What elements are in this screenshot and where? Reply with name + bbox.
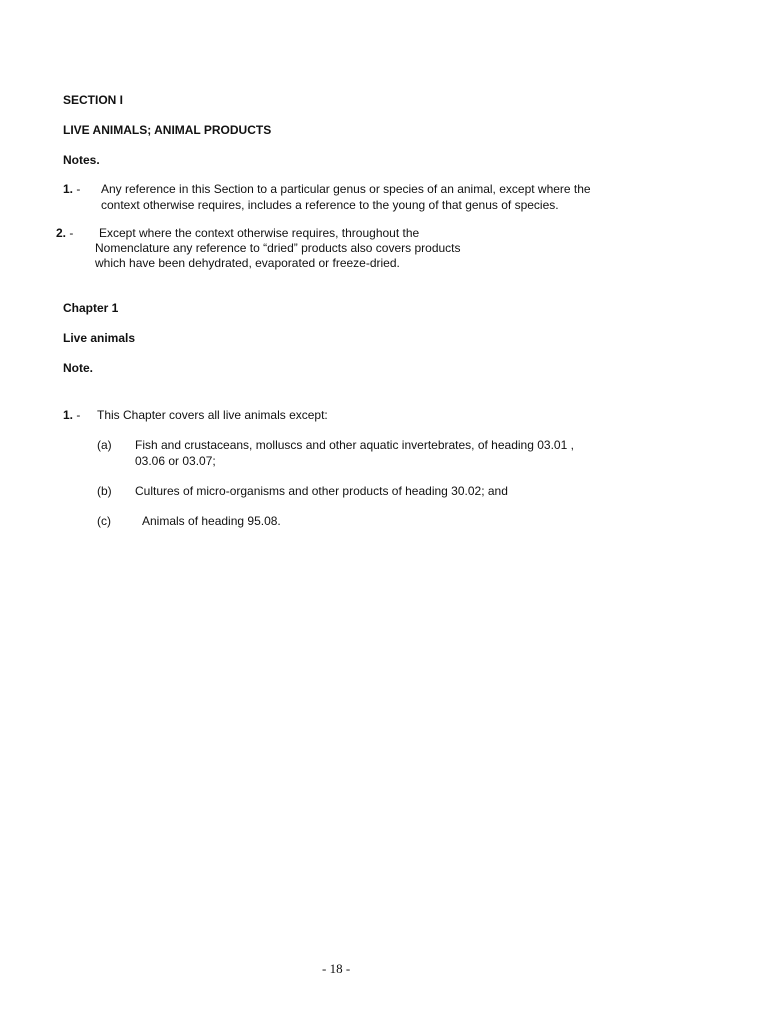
chapter-note-heading: Note. bbox=[63, 361, 93, 375]
section-title: LIVE ANIMALS; ANIMAL PRODUCTS bbox=[63, 123, 272, 137]
item-b-line-1: Cultures of micro-organisms and other products of heading 30.02; and bbox=[135, 484, 508, 498]
item-a-line-2: 03.06 or 03.07; bbox=[135, 454, 216, 468]
note-1-line-2: context otherwise requires, includes a reference to the young of that genus of species. bbox=[101, 198, 559, 212]
item-b-label: (b) bbox=[97, 484, 112, 498]
item-c-label: (c) bbox=[97, 514, 111, 528]
item-a-text bbox=[135, 437, 574, 469]
chapter-heading: Chapter 1 bbox=[63, 301, 119, 315]
note-2-number bbox=[56, 226, 73, 240]
note-dash: - bbox=[76, 408, 81, 422]
item-a-line-1: Fish and crustaceans, molluscs and other aquatic invertebrates, of heading 03.01 , bbox=[135, 438, 574, 452]
note-1-number bbox=[63, 182, 80, 196]
note-number: 1. bbox=[63, 408, 74, 422]
chapter-note-1-text: This Chapter covers all live animals except: bbox=[97, 408, 328, 422]
page-number: - 18 - bbox=[322, 961, 351, 976]
note-number: 1. bbox=[63, 182, 74, 196]
note-2-line-2: Nomenclature any reference to “dried” products also covers products bbox=[95, 241, 461, 255]
note-2-line-3: which have been dehydrated, evaporated or freeze-dried. bbox=[95, 256, 400, 270]
note-dash: - bbox=[76, 182, 81, 196]
note-2-line-1: Except where the context otherwise requires, throughout the bbox=[99, 226, 420, 240]
notes-heading: Notes. bbox=[63, 153, 100, 167]
chapter-title: Live animals bbox=[63, 331, 136, 345]
section-heading: SECTION I bbox=[63, 93, 124, 107]
chapter-note-1-number bbox=[63, 408, 80, 422]
note-dash: - bbox=[69, 226, 74, 240]
note-number: 2. bbox=[56, 226, 67, 240]
note-1-line-1: Any reference in this Section to a particular genus or species of an animal, except where the bbox=[101, 182, 591, 196]
item-a-label: (a) bbox=[97, 438, 112, 452]
item-c-line-1: Animals of heading 95.08. bbox=[142, 514, 281, 528]
note-1-text bbox=[101, 181, 591, 213]
